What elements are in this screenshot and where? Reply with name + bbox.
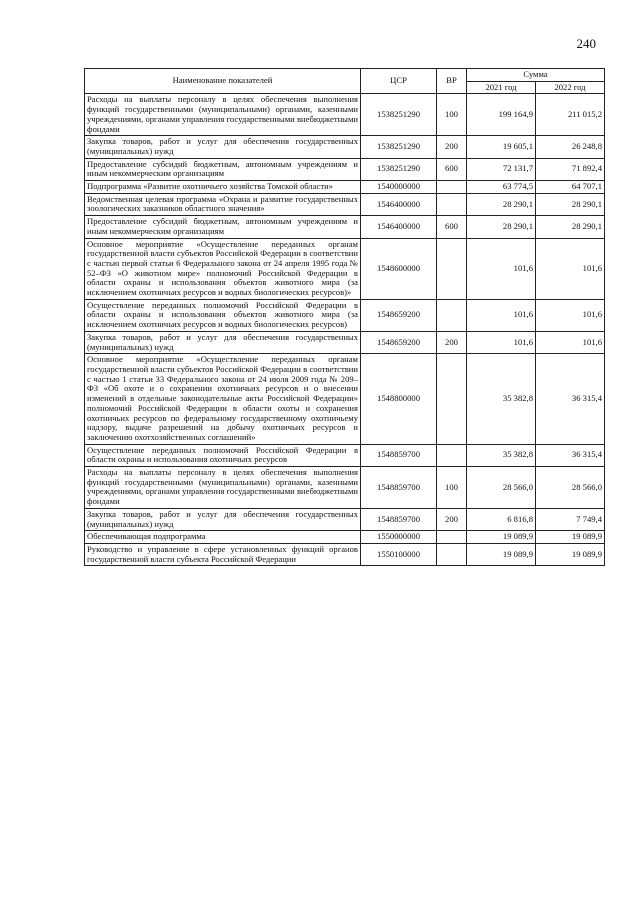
row-name: Ведомственная целевая программа «Охрана и развитие государственных зоологических заказников областного значения» [85, 193, 361, 215]
row-sum-2022: 36 315,4 [536, 354, 605, 444]
budget-table [84, 68, 605, 566]
row-name: Предоставление субсидий бюджетным, автономным учреждениям и иным некоммерческим организациям [85, 158, 361, 180]
row-sum-2022: 101,6 [536, 299, 605, 331]
row-sum-2021: 6 816,8 [467, 508, 536, 530]
row-sum-2021: 72 131,7 [467, 158, 536, 180]
header-year-2022: 2022 год [536, 81, 605, 94]
row-sum-2022: 36 315,4 [536, 444, 605, 466]
row-sum-2022: 19 089,9 [536, 531, 605, 544]
table-row [85, 94, 605, 136]
row-vr: 200 [437, 508, 467, 530]
row-sum-2021: 101,6 [467, 331, 536, 353]
row-sum-2022: 101,6 [536, 331, 605, 353]
table-row [85, 543, 605, 565]
row-sum-2021: 19 089,9 [467, 543, 536, 565]
row-csr: 1548859700 [361, 508, 437, 530]
row-sum-2021: 28 566,0 [467, 467, 536, 509]
table-row [85, 136, 605, 158]
row-sum-2022: 28 566,0 [536, 467, 605, 509]
row-name: Закупка товаров, работ и услуг для обеспечения государственных (муниципальных) нужд [85, 136, 361, 158]
row-csr: 1538251290 [361, 136, 437, 158]
table-row [85, 444, 605, 466]
table-row [85, 531, 605, 544]
row-sum-2022: 28 290,1 [536, 193, 605, 215]
row-vr [437, 299, 467, 331]
row-sum-2022: 64 707,1 [536, 181, 605, 194]
table-row [85, 193, 605, 215]
page-number: 240 [576, 36, 596, 51]
row-sum-2022: 101,6 [536, 238, 605, 299]
row-name: Осуществление переданных полномочий Российской Федерации в области охраны и использования объектов животного мира (за исключением охотничьих ресурсов и водных биологических ресурсов) [85, 299, 361, 331]
row-csr: 1550000000 [361, 531, 437, 544]
row-sum-2022: 211 015,2 [536, 94, 605, 136]
row-name: Расходы на выплаты персоналу в целях обеспечения выполнения функций государственными (муниципальными) органами, казенными учреждениями, органами управления государственными внебюджетными фондами [85, 94, 361, 136]
row-sum-2021: 19 605,1 [467, 136, 536, 158]
row-name: Предоставление субсидий бюджетным, автономным учреждениям и иным некоммерческим организациям [85, 216, 361, 238]
header-row [85, 69, 605, 82]
row-vr [437, 531, 467, 544]
row-vr: 200 [437, 331, 467, 353]
table-row [85, 354, 605, 444]
row-sum-2022: 7 749,4 [536, 508, 605, 530]
table-row [85, 158, 605, 180]
table-row [85, 216, 605, 238]
row-sum-2021: 35 382,8 [467, 444, 536, 466]
row-name: Осуществление переданных полномочий Российской Федерации в области охраны и использования охотничьих ресурсов [85, 444, 361, 466]
row-csr: 1550100000 [361, 543, 437, 565]
row-sum-2021: 101,6 [467, 238, 536, 299]
row-sum-2022: 28 290,1 [536, 216, 605, 238]
row-csr: 1540000000 [361, 181, 437, 194]
row-vr: 600 [437, 216, 467, 238]
row-sum-2021: 28 290,1 [467, 216, 536, 238]
row-csr: 1538251290 [361, 158, 437, 180]
row-vr [437, 543, 467, 565]
row-csr: 1538251290 [361, 94, 437, 136]
row-sum-2021: 28 290,1 [467, 193, 536, 215]
row-name: Расходы на выплаты персоналу в целях обеспечения выполнения функций государственными (муниципальными) органами, казенными учреждениями, органами управления государственными внебюджетными фондами [85, 467, 361, 509]
row-csr: 1546400000 [361, 193, 437, 215]
row-vr [437, 444, 467, 466]
row-name: Руководство и управление в сфере установленных функций органов государственной власти субъекта Российской Федерации [85, 543, 361, 565]
table-row [85, 508, 605, 530]
row-name: Закупка товаров, работ и услуг для обеспечения государственных (муниципальных) нужд [85, 508, 361, 530]
row-vr: 200 [437, 136, 467, 158]
header-csr: ЦСР [361, 69, 437, 94]
table-row [85, 238, 605, 299]
row-name: Основное мероприятие «Осуществление переданных органам государственной власти субъектов Российской Федерации в соответствии с частью первой статьи 6 Федерального закона от 24 апреля 1995 года № 52–ФЗ «О животном мире» полномочий Российской Федерации в области охраны и использования объектов животного мира (за исключением охотничьих ресурсов и водных биологических ресурсов)» [85, 238, 361, 299]
table-row [85, 331, 605, 353]
row-vr [437, 193, 467, 215]
row-name: Закупка товаров, работ и услуг для обеспечения государственных (муниципальных) нужд [85, 331, 361, 353]
table-row [85, 181, 605, 194]
row-vr [437, 181, 467, 194]
row-sum-2022: 26 248,8 [536, 136, 605, 158]
row-sum-2021: 35 382,8 [467, 354, 536, 444]
row-csr: 1548659200 [361, 331, 437, 353]
row-vr: 100 [437, 467, 467, 509]
row-vr [437, 238, 467, 299]
row-name: Подпрограмма «Развитие охотничьего хозяйства Томской области» [85, 181, 361, 194]
row-csr: 1546400000 [361, 216, 437, 238]
header-year-2021: 2021 год [467, 81, 536, 94]
row-csr: 1548659200 [361, 299, 437, 331]
row-name: Основное мероприятие «Осуществление переданных органам государственной власти субъектов Российской Федерации в соответствии с частью 1 статьи 33 Федерального закона от 24 июля 2009 года № 209–ФЗ «Об охоте и о сохранении охотничьих ресурсов и о внесении изменений в отдельные законодательные акты Российской Федерации» полномочий Российской Федерации в области охоты и сохранения охотничьих ресурсов по федеральному государственному охотничьему надзору, выдаче разрешений на добычу охотничьих ресурсов и заключению охотхозяйственных соглашений» [85, 354, 361, 444]
header-name: Наименование показателей [85, 69, 361, 94]
row-vr [437, 354, 467, 444]
row-sum-2021: 63 774,5 [467, 181, 536, 194]
table-body [85, 94, 605, 566]
table-row [85, 299, 605, 331]
row-vr: 600 [437, 158, 467, 180]
row-sum-2021: 101,6 [467, 299, 536, 331]
row-csr: 1548859700 [361, 467, 437, 509]
row-sum-2022: 71 892,4 [536, 158, 605, 180]
row-csr: 1548859700 [361, 444, 437, 466]
table-row [85, 467, 605, 509]
row-vr: 100 [437, 94, 467, 136]
row-csr: 1548800000 [361, 354, 437, 444]
row-sum-2022: 19 089,9 [536, 543, 605, 565]
row-name: Обеспечивающая подпрограмма [85, 531, 361, 544]
row-sum-2021: 199 164,9 [467, 94, 536, 136]
header-sum: Сумма [467, 69, 605, 82]
header-vr: ВР [437, 69, 467, 94]
row-csr: 1548600000 [361, 238, 437, 299]
row-sum-2021: 19 089,9 [467, 531, 536, 544]
